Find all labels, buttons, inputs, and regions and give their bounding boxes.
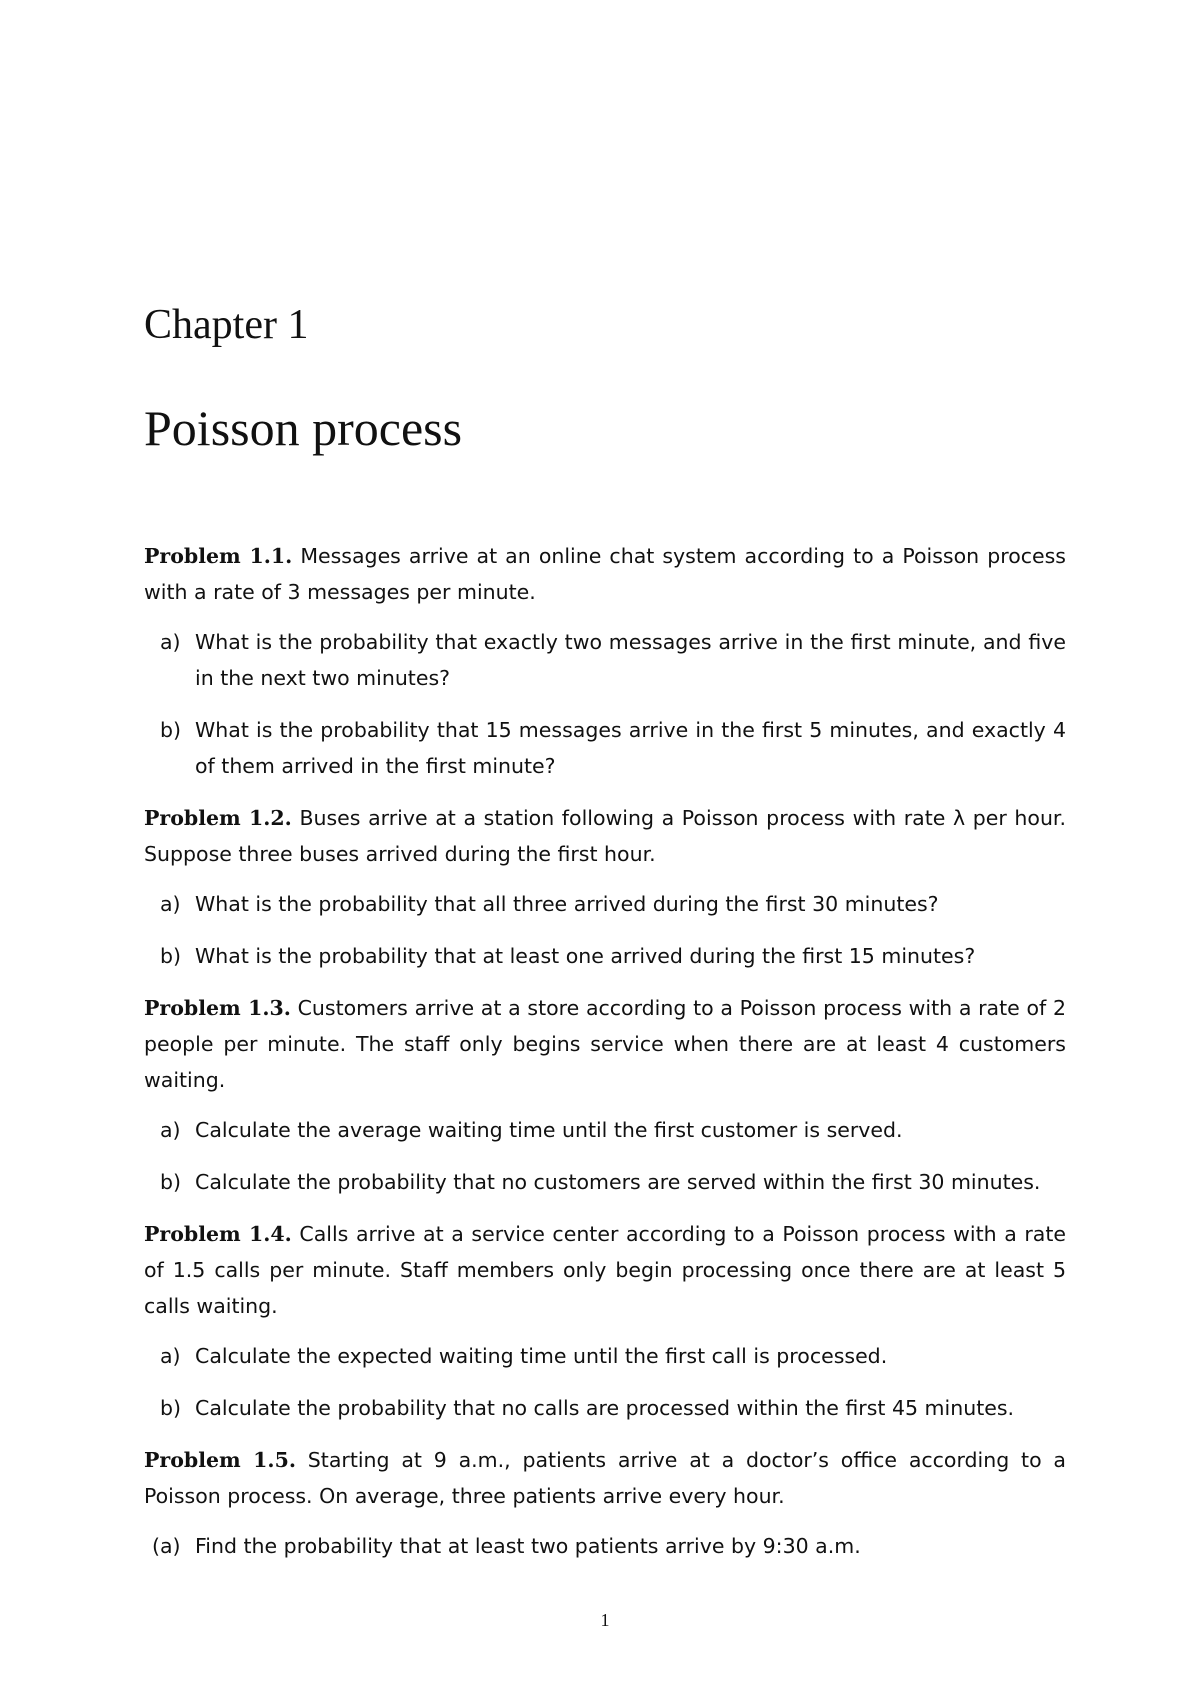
problem-heading: Problem 1.5.: [144, 1448, 296, 1472]
problem-heading: Problem 1.4.: [144, 1222, 292, 1246]
problem-part: [144, 712, 1066, 784]
chapter-label: Chapter 1: [144, 302, 309, 348]
problem-part: [144, 624, 1066, 696]
problem-parts: [144, 1528, 1066, 1564]
problem-text: Starting at 9 a.m., patients arrive at a doctor’s office according to a Poisson process. On average, three patients arrive every hour.: [144, 1448, 1066, 1508]
problem-parts: [144, 624, 1066, 784]
part-marker: (a): [152, 1534, 181, 1558]
problem-text: Messages arrive at an online chat system according to a Poisson process with a rate of 3 messages per minute.: [144, 544, 1066, 604]
part-marker: b): [160, 1396, 182, 1420]
problem-part: [144, 1390, 1066, 1426]
part-text: What is the probability that exactly two messages arrive in the first minute, and five in the next two minutes?: [195, 630, 1066, 690]
problem-heading: Problem 1.1.: [144, 544, 293, 568]
problem-part: [144, 1528, 1066, 1564]
part-marker: a): [160, 892, 181, 916]
problem-parts: [144, 886, 1066, 974]
problem-parts: [144, 1112, 1066, 1200]
problem-heading: Problem 1.3.: [144, 996, 291, 1020]
part-text: What is the probability that 15 messages arrive in the first 5 minutes, and exactly 4 of them arrived in the first minute?: [195, 718, 1066, 778]
problem-1-1: [144, 538, 1066, 784]
problem-1-3: [144, 990, 1066, 1200]
problem-part: [144, 938, 1066, 974]
part-text: Calculate the probability that no calls are processed within the first 45 minutes.: [195, 1396, 1015, 1420]
problem-1-4: [144, 1216, 1066, 1426]
problem-text: Customers arrive at a store according to a Poisson process with a rate of 2 people per minute. The staff only begins service when there are at least 4 customers waiting.: [144, 996, 1066, 1092]
problem-1-5: [144, 1442, 1066, 1564]
part-text: Calculate the average waiting time until the first customer is served.: [195, 1118, 903, 1142]
problem-list: [144, 538, 1066, 1580]
document-page: [144, 0, 1066, 1696]
part-text: Calculate the probability that no customers are served within the first 30 minutes.: [195, 1170, 1041, 1194]
problem-part: [144, 1164, 1066, 1200]
part-text: What is the probability that at least one arrived during the first 15 minutes?: [195, 944, 976, 968]
page-number: 1: [600, 1610, 610, 1630]
part-marker: a): [160, 1344, 181, 1368]
problem-heading: Problem 1.2.: [144, 806, 292, 830]
problem-parts: [144, 1338, 1066, 1426]
problem-text: Calls arrive at a service center according to a Poisson process with a rate of 1.5 calls per minute. Staff members only begin processing once there are at least 5 calls waiting.: [144, 1222, 1067, 1318]
part-marker: a): [160, 1118, 181, 1142]
problem-text: Buses arrive at a station following a Poisson process with rate λ per hour. Suppose three buses arrived during the first hour.: [144, 806, 1066, 866]
part-marker: b): [160, 1170, 182, 1194]
problem-statement: [144, 990, 1066, 1098]
chapter-title: Poisson process: [144, 400, 463, 456]
problem-statement: [144, 538, 1066, 610]
problem-part: [144, 886, 1066, 922]
part-marker: a): [160, 630, 181, 654]
problem-1-2: [144, 800, 1066, 974]
problem-part: [144, 1338, 1066, 1374]
part-text: What is the probability that all three arrived during the first 30 minutes?: [195, 892, 939, 916]
problem-part: [144, 1112, 1066, 1148]
problem-statement: [144, 1442, 1066, 1514]
part-text: Find the probability that at least two patients arrive by 9:30 a.m.: [195, 1534, 861, 1558]
part-text: Calculate the expected waiting time until the first call is processed.: [195, 1344, 888, 1368]
part-marker: b): [160, 944, 182, 968]
part-marker: b): [160, 718, 182, 742]
problem-statement: [144, 1216, 1066, 1324]
problem-statement: [144, 800, 1066, 872]
